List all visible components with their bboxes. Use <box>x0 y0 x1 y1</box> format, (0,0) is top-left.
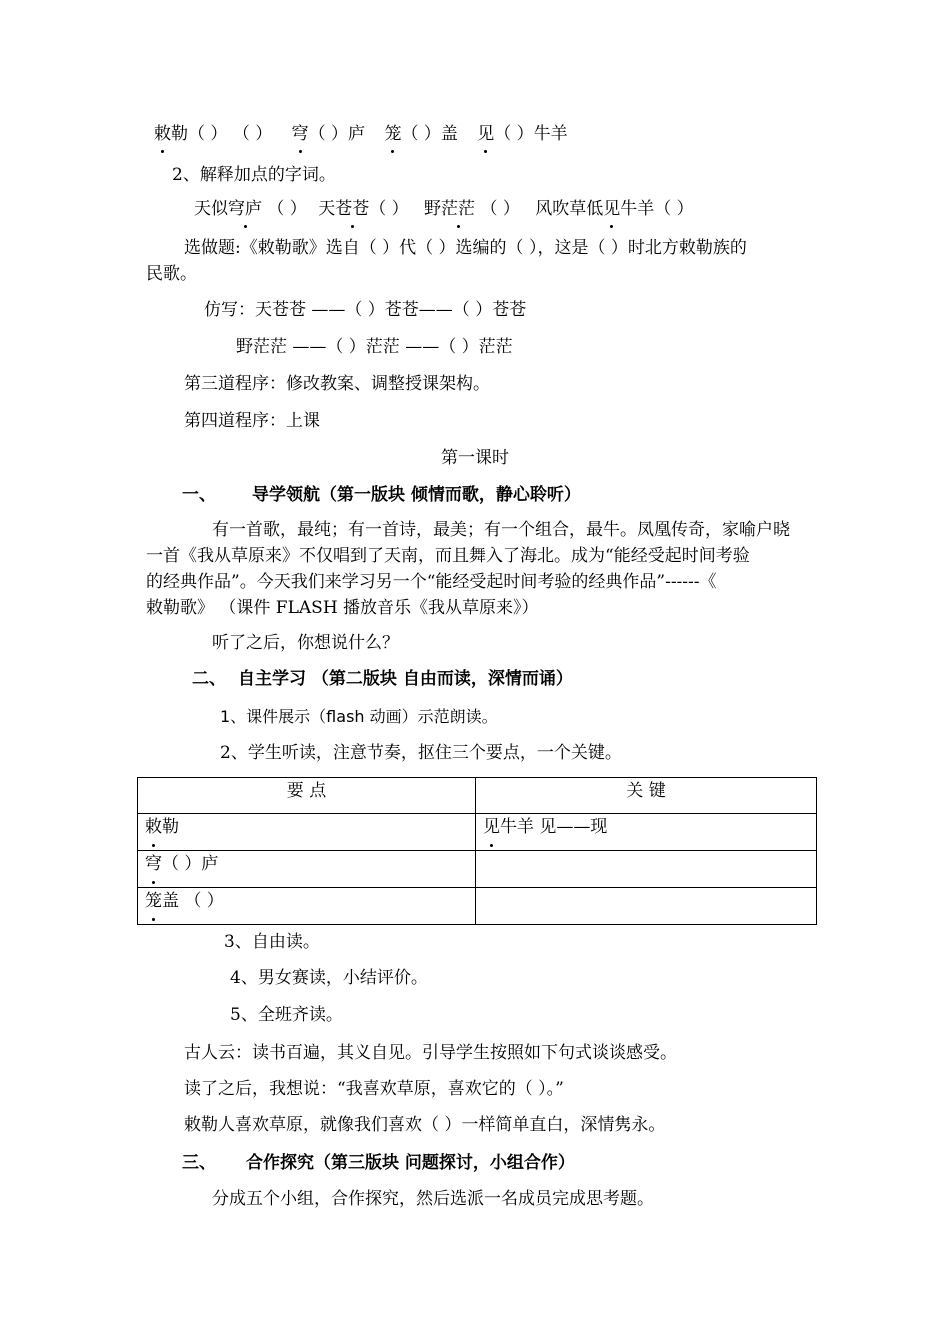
step-3: 第三道程序：修改教案、调整授课架构。 <box>184 374 490 394</box>
dotted-char: 敕 <box>154 124 171 144</box>
section-2-item-5: 5、全班齐读。 <box>230 1005 343 1025</box>
step-4: 第四道程序：上课 <box>184 411 320 431</box>
blank: （ ） <box>401 124 441 144</box>
section-2-item-3: 3、自由读。 <box>224 932 320 952</box>
exercise-instruction: 2、解释加点的字词。 <box>172 165 336 185</box>
optional-question-line-2: 民歌。 <box>146 264 197 284</box>
intro-line: 有一首歌，最纯；有一首诗，最美；有一个组合，最牛。凤凰传奇，家喻户晓 <box>212 520 790 540</box>
dotted-char: 穹 <box>291 124 309 144</box>
table-header: 要 点 <box>138 778 476 814</box>
section-title: 导学领航（第一版块 倾情而歌，静心聆听） <box>252 485 581 505</box>
feeling-line-2: 敕勒人喜欢草原，就像我们喜欢（ ）一样简单直白，深情隽永。 <box>184 1115 666 1135</box>
imitation-line-2: 野茫茫 ——（ ）茫茫 ——（ ）茫茫 <box>236 337 513 357</box>
section-title: 合作探究（第三版块 问题探讨，小组合作） <box>246 1153 575 1173</box>
intro-paragraph <box>146 517 814 621</box>
blank: （ ） <box>654 199 694 219</box>
after-listen-question: 听了之后，你想说什么？ <box>212 633 399 653</box>
dotted-char: 苍苍 <box>335 199 370 219</box>
section-2-item-4: 4、男女赛读，小结评价。 <box>230 968 428 988</box>
dotted-char: 见 <box>603 199 621 219</box>
section-2-item-2: 2、学生听读，注意节奏，抠住三个要点，一个关键。 <box>220 743 622 763</box>
blank: （ ） <box>232 124 273 144</box>
table-cell: 见牛羊 见——现 <box>476 814 817 851</box>
section-number: 一、 <box>182 485 216 505</box>
dotted-char: 茫茫 <box>441 199 476 219</box>
key-points-table <box>137 777 817 925</box>
table-cell: 敕勒 <box>138 814 476 851</box>
table-cell: 穹（ ）庐 <box>138 851 476 888</box>
exercise-line-1: 敕勒（ ） （ ） 穹（ ）庐 笼（ ）盖 见（ ）牛羊 <box>154 124 568 144</box>
quote-line: 古人云：读书百遍，其义自见。引导学生按照如下句式谈谈感受。 <box>184 1043 677 1063</box>
intro-line: 敕勒歌》 （课件 FLASH 播放音乐《我从草原来》） <box>146 598 539 618</box>
dotted-char: 见 <box>477 124 495 144</box>
imitation-line-1: 仿写：天苍苍 ——（ ）苍苍——（ ）苍苍 <box>204 300 527 320</box>
section-number: 二、 <box>192 669 226 689</box>
lesson-title: 第一课时 <box>441 448 509 468</box>
section-number: 三、 <box>182 1153 216 1173</box>
table-cell: 笼盖 （ ） <box>138 888 476 925</box>
blank: （ ） <box>188 124 228 144</box>
section-2-heading <box>192 667 573 691</box>
section-title: 自主学习 （第二版块 自由而读，深情而诵） <box>238 669 573 689</box>
table-row <box>138 888 817 925</box>
table-cell <box>476 851 817 888</box>
intro-line: 一首《我从草原来》不仅唱到了天南，而且舞入了海北。成为“能经受起时间考验 <box>146 546 750 566</box>
table-row <box>138 814 817 851</box>
blank: （ ） <box>267 199 307 219</box>
exercise-line-3: 天似穹庐 （ ） 天苍苍（ ） 野茫茫 （ ） 风吹草低见牛羊（ ） <box>194 199 694 219</box>
blank: （ ） <box>369 199 409 219</box>
intro-line: 的经典作品”。今天我们来学习另一个“能经受起时间考验的经典作品”------《 <box>146 572 717 592</box>
dotted-char: 穹庐 <box>228 199 262 219</box>
table-header: 关 键 <box>476 778 817 814</box>
blank: （ ） <box>494 124 534 144</box>
section-2-item-1: 1、课件展示（flash 动画）示范朗读。 <box>220 707 498 726</box>
section-3-heading <box>182 1151 575 1175</box>
feeling-line-1: 读了之后，我想说：“我喜欢草原，喜欢它的（ ）。” <box>184 1079 564 1099</box>
dotted-char: 笼 <box>384 124 402 144</box>
table-header-row <box>138 778 817 814</box>
table-row <box>138 851 817 888</box>
blank: （ ） <box>480 199 520 219</box>
optional-question-line-1: 选做题:《敕勒歌》选自（ ）代（ ）选编的（ ），这是（ ）时北方敕勒族的 <box>184 238 747 258</box>
section-3-text: 分成五个小组，合作探究，然后选派一名成员完成思考题。 <box>212 1189 654 1209</box>
table-cell <box>476 888 817 925</box>
blank: （ ） <box>308 124 349 144</box>
section-1-heading <box>182 483 581 507</box>
